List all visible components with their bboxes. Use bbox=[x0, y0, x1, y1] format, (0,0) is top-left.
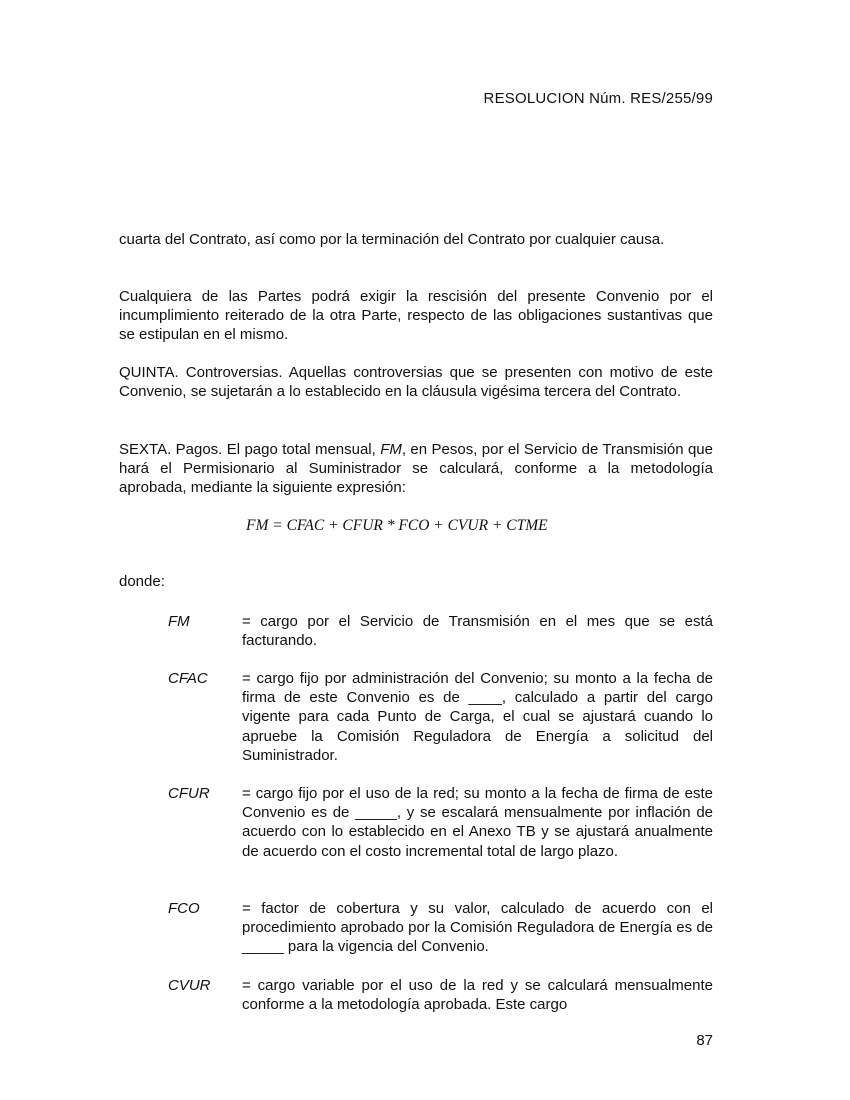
definition-cvur bbox=[168, 976, 713, 1014]
document-header: RESOLUCION Núm. RES/255/99 bbox=[483, 90, 713, 107]
definition-term: CFUR bbox=[168, 785, 210, 802]
sexta-text-start: SEXTA. Pagos. El pago total mensual, bbox=[119, 441, 381, 458]
definition-text: = cargo variable por el uso de la red y se calculará mensualmente conforme a la metodología aprobada. Este cargo bbox=[242, 977, 713, 1014]
definition-text: = cargo fijo por el uso de la red; su monto a la fecha de firma de este Convenio es de _____, y se escalará mensualmente por inflación de acuerdo con lo establecido en el Anexo TB y se ajustará anualmente de acuerdo con el costo incremental total de largo plazo. bbox=[242, 785, 713, 860]
paragraph-quinta-controversias: QUINTA. Controversias. Aquellas controversias que se presenten con motivo de este Convenio, se sujetarán a lo establecido en la cláusula vigésima tercera del Contrato. bbox=[119, 364, 713, 401]
donde-label: donde: bbox=[119, 573, 165, 590]
paragraph-rescission: Cualquiera de las Partes podrá exigir la rescisión del presente Convenio por el incumplimiento reiterado de la otra Parte, respecto de las obligaciones sustantivas que se estipulan en el mismo. bbox=[119, 288, 713, 344]
definition-term: FCO bbox=[168, 900, 200, 917]
payment-formula: FM = CFAC + CFUR * FCO + CVUR + CTME bbox=[246, 517, 548, 534]
definition-term: CFAC bbox=[168, 670, 208, 687]
definition-text: = factor de cobertura y su valor, calculado de acuerdo con el procedimiento aprobado por la Comisión Reguladora de Energía es de _____ para la vigencia del Convenio. bbox=[242, 900, 713, 956]
sexta-text-end: , en Pesos, por el Servicio de Transmisión que hará el Permisionario al Suministrador se calculará, conforme a la metodología aprobada, mediante la siguiente expresión: bbox=[119, 441, 713, 497]
sexta-term-fm: FM bbox=[380, 441, 402, 458]
definition-fco bbox=[168, 899, 713, 957]
definition-term: CVUR bbox=[168, 977, 211, 994]
definition-term: FM bbox=[168, 613, 190, 630]
definition-cfur bbox=[168, 784, 713, 861]
definition-cfac bbox=[168, 669, 713, 765]
definition-text: = cargo por el Servicio de Transmisión en el mes que se está facturando. bbox=[242, 613, 713, 650]
definition-fm bbox=[168, 612, 713, 650]
definition-text: = cargo fijo por administración del Convenio; su monto a la fecha de firma de este Convenio es de ____, calculado a partir del cargo vigente para cada Punto de Carga, el cual se ajustará cuando lo apruebe la Comisión Reguladora de Energía a solicitud del Suministrador. bbox=[242, 670, 713, 764]
paragraph-sexta-pagos bbox=[119, 440, 713, 498]
page-number: 87 bbox=[696, 1032, 713, 1049]
paragraph-contract-termination: cuarta del Contrato, así como por la terminación del Contrato por cualquier causa. bbox=[119, 231, 665, 248]
